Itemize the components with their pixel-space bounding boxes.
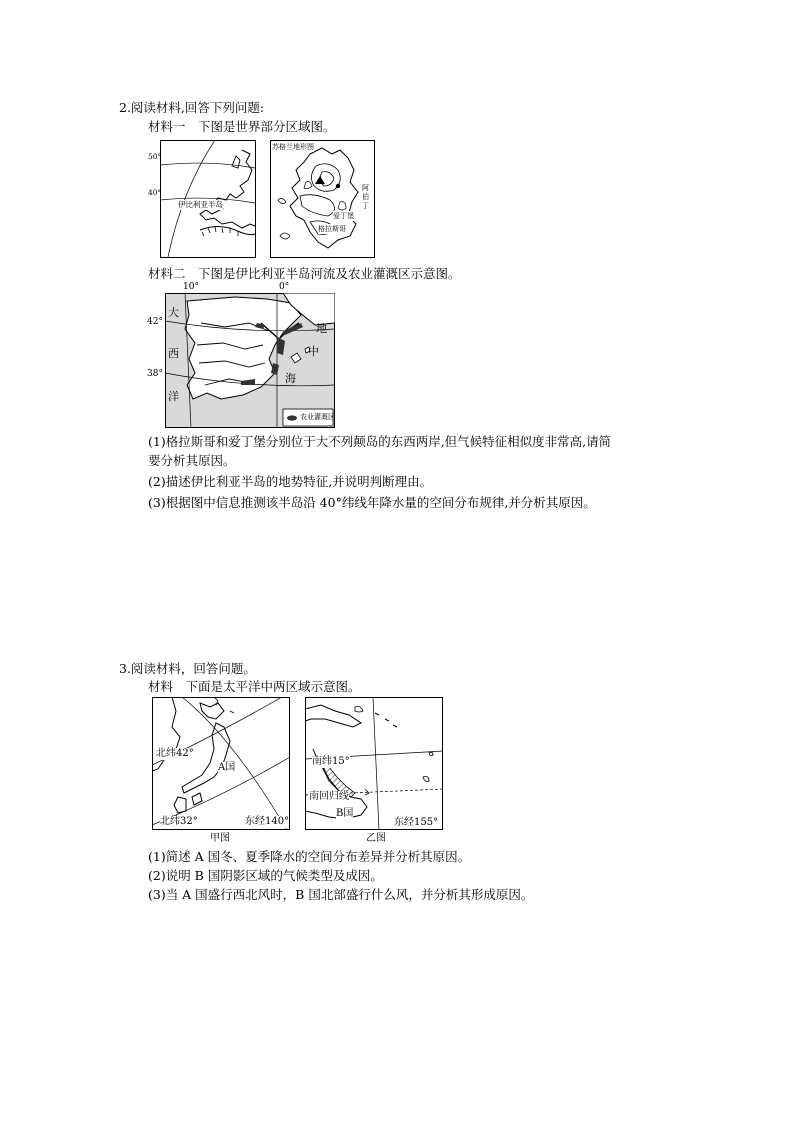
aberdeen-label-2: 伯	[362, 193, 369, 201]
q2-material-1: 材料一 下图是世界部分区域图。	[148, 119, 336, 134]
map-scotland-terrain	[270, 140, 375, 258]
scotland-map-title: 苏格兰地形图	[272, 143, 314, 151]
map-world-region	[160, 140, 256, 258]
q2-sub1-line2: 要分析其原因。	[148, 453, 236, 468]
q2-sub1-line1: (1)格拉斯哥和爱丁堡分别位于大不列颠岛的东西两岸,但气候特征相似度非常高,请简	[148, 434, 612, 449]
aberdeen-label-3: 丁	[362, 202, 369, 210]
map-yi-caption: 乙图	[366, 833, 386, 844]
med-label-2: 中	[308, 345, 319, 358]
iberia-label: 伊比利亚半岛	[178, 200, 223, 209]
lon-10-label: 10°	[183, 282, 199, 292]
country-a-label: A国	[218, 762, 236, 773]
lat-32n-label: 北纬32°	[160, 816, 198, 827]
atlantic-label-2: 西	[168, 347, 179, 360]
legend-irrigation-label: 农业灌溉区	[300, 413, 335, 421]
country-b-label: B国	[336, 808, 354, 819]
lon-140e-label: 东经140°	[245, 816, 290, 827]
q3-sub3: (3)当 A 国盛行西北风时，B 国北部盛行什么风，并分析其形成原因。	[148, 887, 534, 902]
lat-50-label: 50°	[148, 152, 162, 161]
lon-155e-label: 东经155°	[394, 817, 439, 828]
q2-sub2: (2)描述伊比利亚半岛的地势特征,并说明判断理由。	[148, 474, 433, 489]
aberdeen-label-1: 阿	[362, 184, 369, 192]
med-label-1: 地	[316, 322, 327, 335]
atlantic-label-3: 洋	[168, 390, 179, 403]
aberdeen-city-icon	[336, 184, 340, 188]
q3-sub1: (1)简述 A 国冬、夏季降水的空间分布差异并分析其原因。	[148, 849, 471, 864]
q3-sub2: (2)说明 B 国阴影区域的气候类型及成因。	[148, 868, 383, 883]
med-label-3: 海	[285, 372, 296, 385]
q2-sub3: (3)根据图中信息推测该半岛沿 40°纬线年降水量的空间分布规律,并分析其原因。	[148, 495, 596, 510]
lat-15s-label: 南纬15°	[312, 756, 350, 767]
glasgow-label: 格拉斯哥	[318, 225, 346, 233]
lat-40-label: 40°	[148, 188, 162, 197]
tropic-capricorn-label: 南回归线	[309, 791, 349, 802]
edinburgh-label: 爱丁堡	[333, 212, 354, 220]
lat-42n-label: 北纬42°	[156, 748, 194, 759]
map-iberia-rivers	[165, 293, 335, 428]
legend-irrigation-swatch	[287, 415, 297, 420]
q3-heading: 3.阅读材料，回答问题。	[119, 661, 256, 676]
q2-heading: 2.阅读材料,回答下列问题:	[119, 100, 265, 115]
q3-material: 材料 下面是太平洋中两区域示意图。	[148, 679, 361, 694]
lat-38-label: 38°	[147, 369, 163, 379]
map-jia-caption: 甲图	[210, 833, 230, 844]
lon-0-label: 0°	[279, 282, 290, 292]
q2-material-2: 材料二 下图是伊比利亚半岛河流及农业灌溉区示意图。	[148, 266, 461, 281]
lat-42-label: 42°	[147, 317, 163, 327]
atlantic-label-1: 大	[168, 306, 179, 319]
